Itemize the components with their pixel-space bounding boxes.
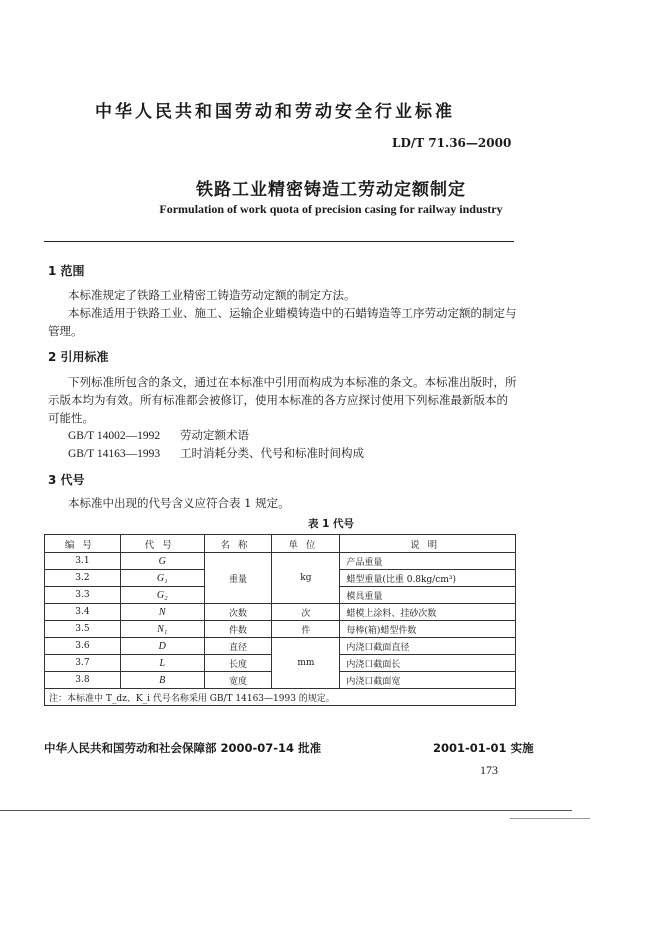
table-row — [45, 638, 516, 655]
section-1-para-1: 本标准规定了铁路工业精密工铸造劳动定额的制定方法。 — [68, 288, 356, 302]
section-1-heading: 1 范围 — [48, 264, 85, 278]
cell-number: 3.1 — [45, 553, 121, 570]
cell-unit: 次 — [272, 604, 340, 621]
cell-symbol: D — [120, 638, 204, 655]
title-divider — [44, 241, 514, 242]
table-row — [45, 604, 516, 621]
approval-line: 中华人民共和国劳动和社会保障部 2000-07-14 批准 — [44, 741, 322, 755]
cell-unit: mm — [272, 638, 340, 689]
page-bottom-rule — [0, 810, 572, 811]
section-1-para-2: 本标准适用于铁路工业、施工、运输企业蜡模铸造中的石蜡铸造等工序劳动定额的制定与管理。 — [48, 306, 517, 338]
codes-table — [44, 534, 516, 706]
cell-description: 内浇口截面长 — [340, 655, 516, 672]
cell-number: 3.4 — [45, 604, 121, 621]
table-row — [45, 553, 516, 570]
cell-number: 3.5 — [45, 621, 121, 638]
cell-symbol: G₁ — [120, 570, 204, 587]
cell-symbol: N — [120, 604, 204, 621]
header-number: 编号 — [45, 535, 121, 553]
table-header-row — [45, 535, 516, 553]
cell-name: 长度 — [204, 655, 272, 672]
title-chinese: 铁路工业精密铸造工劳动定额制定 — [196, 180, 466, 200]
header-unit: 单位 — [272, 535, 340, 553]
cell-description: 内浇口截面宽 — [340, 672, 516, 689]
cell-number: 3.8 — [45, 672, 121, 689]
section-2-para-1: 下列标准所包含的条文，通过在本标准中引用而构成为本标准的条文。本标准出版时，所示版本均为有效。所有标准都会被修订，使用本标准的各方应探讨使用下列标准最新版本的可能性。 — [48, 375, 517, 425]
reference-name: 劳动定额术语 — [180, 428, 249, 442]
cell-symbol: N₁ — [120, 621, 204, 638]
cell-unit: 件 — [272, 621, 340, 638]
cell-description: 每棒(箱)蜡型件数 — [340, 621, 516, 638]
cell-name: 重量 — [204, 553, 272, 604]
scan-edge-line — [510, 818, 590, 819]
cell-description: 模具重量 — [340, 587, 516, 604]
table-title: 表 1 代号 — [307, 518, 355, 530]
cell-unit: kg — [272, 553, 340, 604]
cell-symbol: B — [120, 672, 204, 689]
header-name: 名称 — [204, 535, 272, 553]
issuing-category: 中华人民共和国劳动和劳动安全行业标准 — [95, 102, 455, 122]
cell-description: 内浇口截面直径 — [340, 638, 516, 655]
cell-description: 产品重量 — [340, 553, 516, 570]
cell-number: 3.7 — [45, 655, 121, 672]
cell-description: 蜡型重量(比重 0.8kg/cm³) — [340, 570, 516, 587]
reference-name: 工时消耗分类、代号和标准时间构成 — [180, 446, 364, 460]
cell-name: 直径 — [204, 638, 272, 655]
section-2-heading: 2 引用标准 — [48, 350, 109, 364]
cell-name: 件数 — [204, 621, 272, 638]
table-row — [45, 621, 516, 638]
section-3-heading: 3 代号 — [48, 473, 85, 487]
section-3-para-1: 本标准中出现的代号含义应符合表 1 规定。 — [68, 496, 290, 510]
table-note: 注：本标准中 T_dz、K_i 代号名称采用 GB/T 14163—1993 的规定。 — [45, 689, 516, 706]
cell-name: 次数 — [204, 604, 272, 621]
cell-name: 宽度 — [204, 672, 272, 689]
effective-date: 2001-01-01 实施 — [433, 741, 534, 755]
standard-code: LD/T 71.36—2000 — [392, 136, 512, 150]
reference-item — [68, 445, 364, 461]
title-english: Formulation of work quota of precision casing for railway industry — [159, 202, 503, 216]
reference-code: GB/T 14163—1993 — [68, 448, 161, 460]
header-description: 说明 — [340, 535, 516, 553]
cell-symbol: G₂ — [120, 587, 204, 604]
cell-description: 蜡模上涂料、挂砂次数 — [340, 604, 516, 621]
cell-symbol: L — [120, 655, 204, 672]
header-symbol: 代号 — [120, 535, 204, 553]
cell-number: 3.3 — [45, 587, 121, 604]
page-number: 173 — [480, 763, 498, 777]
cell-symbol: G — [120, 553, 204, 570]
reference-code: GB/T 14002—1992 — [68, 430, 161, 442]
table-note-row — [45, 689, 516, 706]
reference-item — [68, 427, 249, 443]
cell-number: 3.2 — [45, 570, 121, 587]
cell-number: 3.6 — [45, 638, 121, 655]
